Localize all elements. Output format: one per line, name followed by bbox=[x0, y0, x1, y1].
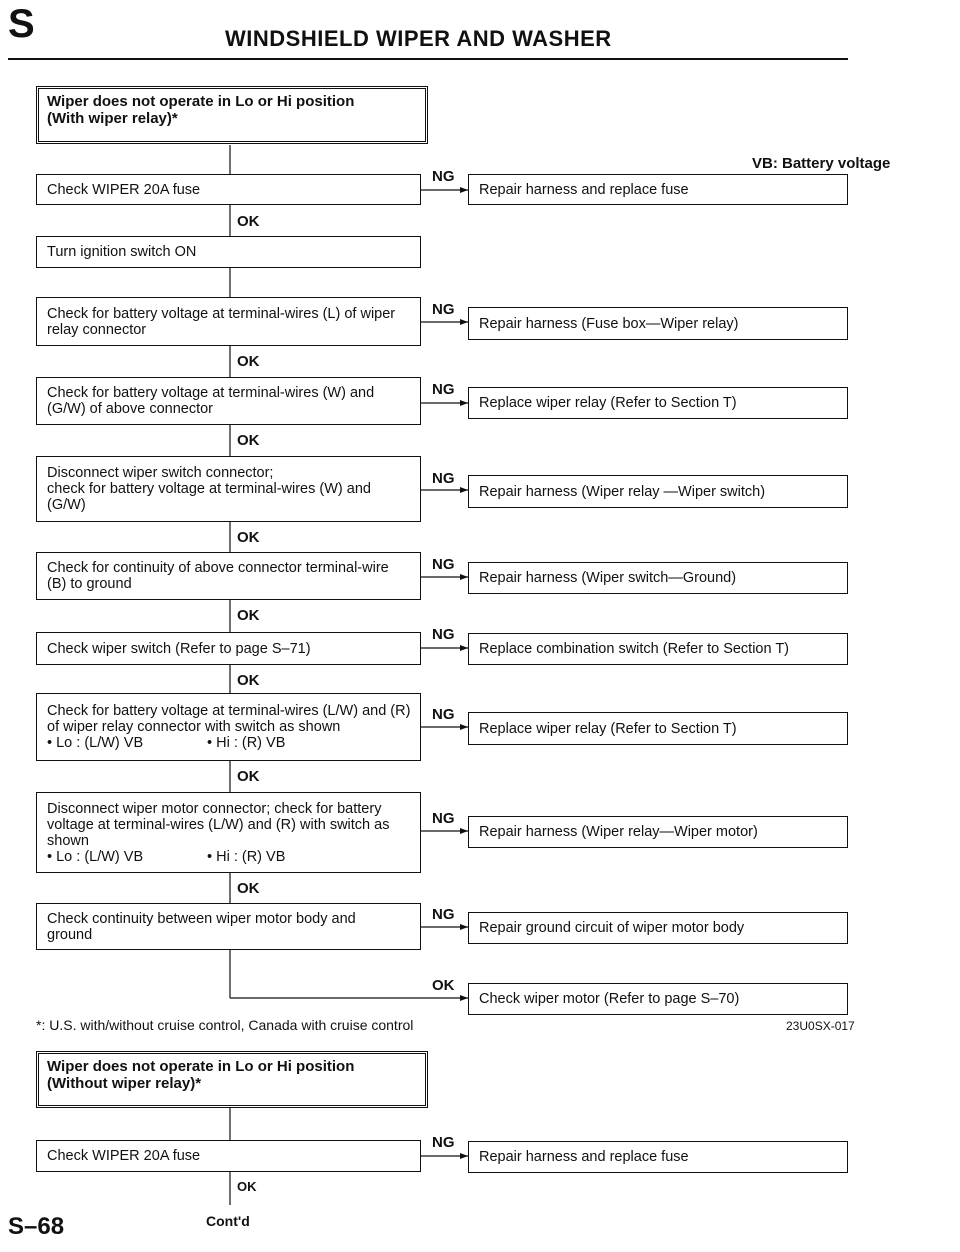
check-text: Check WIPER 20A fuse bbox=[47, 181, 201, 198]
remedy-text: Repair harness and replace fuse bbox=[479, 1149, 689, 1165]
flow1-title-box bbox=[36, 86, 428, 144]
check-text: Check continuity between wiper motor body and bbox=[47, 910, 356, 927]
page-number: S–68 bbox=[8, 1213, 65, 1240]
ng-label: NG bbox=[432, 556, 455, 573]
bullet-lo: • Lo : (L/W) VB bbox=[47, 848, 144, 865]
bullet-lo: • Lo : (L/W) VB bbox=[47, 735, 144, 751]
remedy-box bbox=[468, 307, 848, 340]
check-box bbox=[36, 456, 421, 522]
check-box bbox=[36, 792, 421, 873]
check-box bbox=[36, 1140, 421, 1172]
check-text: Check for battery voltage at terminal-wires (L) of wiper bbox=[47, 305, 396, 322]
check-text: (G/W) bbox=[47, 497, 86, 513]
vb-note: VB: Battery voltage bbox=[752, 155, 891, 172]
check-text: (B) to ground bbox=[47, 576, 132, 592]
remedy-text: Repair ground circuit of wiper motor body bbox=[479, 920, 745, 936]
ok-label: OK bbox=[237, 213, 260, 230]
ng-label: NG bbox=[432, 626, 455, 643]
check-box bbox=[36, 552, 421, 600]
ok-label: OK bbox=[237, 1179, 257, 1194]
remedy-box bbox=[468, 983, 848, 1015]
ok-label: OK bbox=[237, 672, 260, 689]
remedy-text: Repair harness (Wiper switch—Ground) bbox=[479, 570, 737, 586]
ok-label: OK bbox=[237, 529, 260, 546]
ok-label: OK bbox=[237, 880, 260, 897]
page-title: WINDSHIELD WIPER AND WASHER bbox=[225, 26, 612, 51]
check-box bbox=[36, 377, 421, 425]
check-text: Check for continuity of above connector terminal-wire bbox=[47, 560, 389, 576]
check-box bbox=[36, 632, 421, 665]
check-box bbox=[36, 903, 421, 950]
check-text: Disconnect wiper motor connector; check for battery bbox=[47, 800, 382, 817]
remedy-box bbox=[468, 1141, 848, 1173]
check-box bbox=[36, 297, 421, 346]
check-text: ground bbox=[47, 926, 93, 943]
check-box bbox=[36, 174, 421, 205]
remedy-text: Check wiper motor (Refer to page S–70) bbox=[479, 991, 740, 1007]
ok-label: OK bbox=[237, 768, 260, 785]
check-text: (G/W) of above connector bbox=[47, 401, 214, 417]
check-text: Check for battery voltage at terminal-wires (W) and bbox=[47, 385, 375, 401]
figure-code: 23U0SX-017 bbox=[786, 1019, 855, 1033]
check-text: Check wiper switch (Refer to page S–71) bbox=[47, 640, 311, 657]
remedy-box bbox=[468, 174, 848, 205]
ng-label: NG bbox=[432, 381, 455, 398]
ok-label: OK bbox=[237, 432, 260, 449]
remedy-box bbox=[468, 712, 848, 745]
flow2-title-line: Wiper does not operate in Lo or Hi position bbox=[47, 1058, 355, 1075]
remedy-box bbox=[468, 387, 848, 419]
footnote: *: U.S. with/without cruise control, Canada with cruise control bbox=[36, 1017, 414, 1033]
ok-label: OK bbox=[237, 353, 260, 370]
check-box bbox=[36, 236, 421, 268]
check-text: Disconnect wiper switch connector; bbox=[47, 465, 274, 481]
remedy-text: Repair harness (Fuse box—Wiper relay) bbox=[479, 315, 739, 332]
ng-label: NG bbox=[432, 470, 455, 487]
bullet-hi: • Hi : (R) VB bbox=[207, 848, 286, 865]
remedy-text: Replace wiper relay (Refer to Section T) bbox=[479, 395, 737, 411]
check-box bbox=[36, 693, 421, 761]
section-letter: S bbox=[8, 2, 35, 46]
check-text: shown bbox=[47, 832, 89, 849]
remedy-box bbox=[468, 912, 848, 944]
remedy-box bbox=[468, 633, 848, 665]
remedy-text: Repair harness (Wiper relay—Wiper motor) bbox=[479, 824, 758, 840]
remedy-text: Repair harness and replace fuse bbox=[479, 181, 689, 198]
ng-label: NG bbox=[432, 1134, 455, 1151]
check-text: voltage at terminal-wires (L/W) and (R) with switch as bbox=[47, 816, 390, 833]
remedy-text: Replace wiper relay (Refer to Section T) bbox=[479, 720, 737, 737]
ok-label: OK bbox=[432, 977, 455, 994]
check-text: Check WIPER 20A fuse bbox=[47, 1148, 201, 1164]
remedy-text: Replace combination switch (Refer to Section T) bbox=[479, 641, 790, 657]
ng-label: NG bbox=[432, 810, 455, 827]
bullet-hi: • Hi : (R) VB bbox=[207, 735, 286, 751]
flow1-title-line: Wiper does not operate in Lo or Hi position bbox=[47, 93, 355, 110]
remedy-box bbox=[468, 816, 848, 848]
flow2-title-line: (Without wiper relay)* bbox=[47, 1075, 202, 1092]
check-text: check for battery voltage at terminal-wires (W) and bbox=[47, 481, 371, 497]
check-text: Turn ignition switch ON bbox=[47, 244, 197, 260]
remedy-box bbox=[468, 562, 848, 594]
check-text: Check for battery voltage at terminal-wires (L/W) and (R) bbox=[47, 703, 411, 719]
ng-label: NG bbox=[432, 168, 455, 185]
ok-label: OK bbox=[237, 607, 260, 624]
flow2-title-box bbox=[36, 1051, 428, 1108]
check-text: of wiper relay connector with switch as shown bbox=[47, 719, 341, 735]
flow1-title-line: (With wiper relay)* bbox=[47, 110, 178, 127]
check-text: relay connector bbox=[47, 321, 147, 338]
ng-label: NG bbox=[432, 706, 455, 723]
remedy-text: Repair harness (Wiper relay —Wiper switch) bbox=[479, 483, 766, 500]
ng-label: NG bbox=[432, 906, 455, 923]
continued-label: Cont'd bbox=[206, 1213, 250, 1229]
remedy-box bbox=[468, 475, 848, 508]
ng-label: NG bbox=[432, 301, 455, 318]
